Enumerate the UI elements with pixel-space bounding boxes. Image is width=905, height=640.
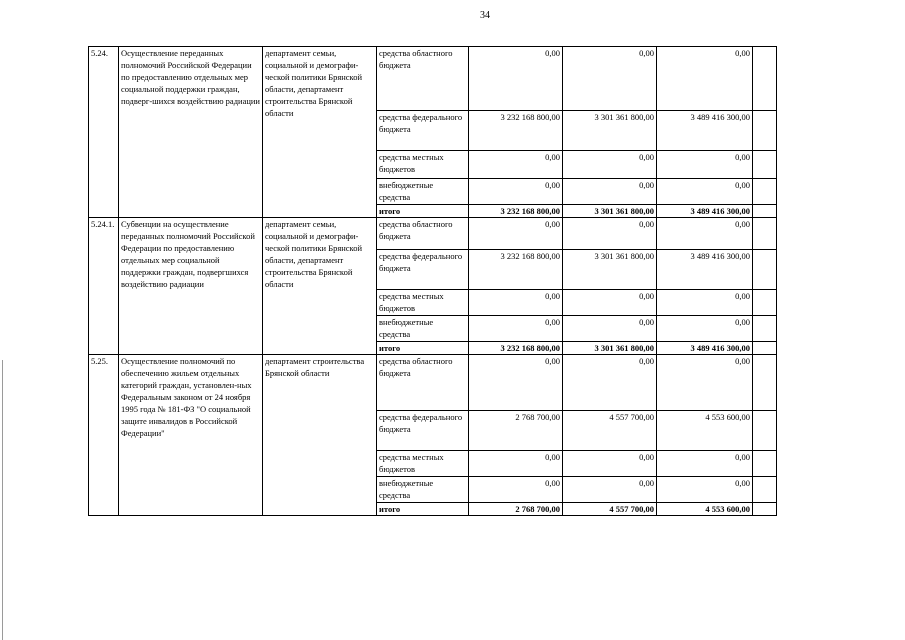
amount-year-2: 0,00: [563, 179, 657, 205]
section-executor: департамент строительства Брянской области: [263, 355, 377, 516]
amount-year-1: 2 768 700,00: [469, 411, 563, 451]
budget-table: [88, 46, 777, 516]
total-year-2: 4 557 700,00: [563, 503, 657, 516]
amount-year-3: 0,00: [657, 316, 753, 342]
blank-cell: [753, 179, 777, 205]
amount-year-2: 0,00: [563, 355, 657, 411]
amount-year-3: 0,00: [657, 179, 753, 205]
amount-year-1: 0,00: [469, 477, 563, 503]
funding-source: средства областного бюджета: [377, 355, 469, 411]
blank-cell: [753, 218, 777, 250]
amount-year-3: 0,00: [657, 451, 753, 477]
total-year-3: 4 553 600,00: [657, 503, 753, 516]
section-executor: департамент семьи, социальной и демографи-ческой политики Брянской области, департамент строительства Брянской области: [263, 218, 377, 355]
table-row: [89, 218, 777, 250]
blank-cell: [753, 47, 777, 111]
amount-year-1: 3 232 168 800,00: [469, 250, 563, 290]
section-name: Субвенции на осуществление переданных полномочий Российской Федерации по предоставлению отдельных мер социальной поддержки граждан, подвергшихся воздействию радиации: [119, 218, 263, 355]
table-row: [89, 355, 777, 411]
total-year-1: 3 232 168 800,00: [469, 205, 563, 218]
funding-source: средства федерального бюджета: [377, 411, 469, 451]
amount-year-1: 0,00: [469, 218, 563, 250]
amount-year-1: 0,00: [469, 316, 563, 342]
section-code: 5.24.1.: [89, 218, 119, 355]
amount-year-3: 0,00: [657, 218, 753, 250]
amount-year-2: 0,00: [563, 47, 657, 111]
amount-year-2: 0,00: [563, 151, 657, 179]
amount-year-1: 0,00: [469, 355, 563, 411]
amount-year-2: 0,00: [563, 218, 657, 250]
amount-year-1: 0,00: [469, 290, 563, 316]
blank-cell: [753, 111, 777, 151]
funding-source: средства федерального бюджета: [377, 250, 469, 290]
blank-cell: [753, 290, 777, 316]
blank-cell: [753, 151, 777, 179]
total-year-1: 2 768 700,00: [469, 503, 563, 516]
amount-year-3: 3 489 416 300,00: [657, 111, 753, 151]
section-name: Осуществление полномочий по обеспечению жильем отдельных категорий граждан, установлен-ных Федеральным законом от 24 ноября 1995 года № 181-ФЗ "О социальной защите инвалидов в Российской Федерации": [119, 355, 263, 516]
blank-cell: [753, 342, 777, 355]
funding-source: внебюджетные средства: [377, 179, 469, 205]
scan-margin-line: [2, 360, 3, 640]
blank-cell: [753, 477, 777, 503]
amount-year-3: 4 553 600,00: [657, 411, 753, 451]
blank-cell: [753, 451, 777, 477]
blank-cell: [753, 355, 777, 411]
funding-source: средства местных бюджетов: [377, 151, 469, 179]
amount-year-2: 4 557 700,00: [563, 411, 657, 451]
page-number: 34: [480, 10, 490, 21]
total-year-3: 3 489 416 300,00: [657, 342, 753, 355]
amount-year-2: 0,00: [563, 477, 657, 503]
total-year-3: 3 489 416 300,00: [657, 205, 753, 218]
blank-cell: [753, 250, 777, 290]
blank-cell: [753, 205, 777, 218]
funding-source: внебюджетные средства: [377, 316, 469, 342]
amount-year-2: 3 301 361 800,00: [563, 111, 657, 151]
blank-cell: [753, 503, 777, 516]
blank-cell: [753, 316, 777, 342]
funding-source: внебюджетные средства: [377, 477, 469, 503]
section-name: Осуществление переданных полномочий Российской Федерации по предоставлению отдельных мер социальной поддержки граждан, подверг-шихся воздействию радиации: [119, 47, 263, 218]
amount-year-3: 0,00: [657, 355, 753, 411]
total-label: итого: [377, 503, 469, 516]
amount-year-2: 0,00: [563, 290, 657, 316]
amount-year-1: 0,00: [469, 179, 563, 205]
funding-source: средства местных бюджетов: [377, 451, 469, 477]
amount-year-3: 3 489 416 300,00: [657, 250, 753, 290]
amount-year-1: 0,00: [469, 451, 563, 477]
funding-source: средства федерального бюджета: [377, 111, 469, 151]
amount-year-1: 3 232 168 800,00: [469, 111, 563, 151]
amount-year-3: 0,00: [657, 477, 753, 503]
amount-year-1: 0,00: [469, 47, 563, 111]
section-code: 5.25.: [89, 355, 119, 516]
funding-source: средства областного бюджета: [377, 218, 469, 250]
section-code: 5.24.: [89, 47, 119, 218]
blank-cell: [753, 411, 777, 451]
amount-year-1: 0,00: [469, 151, 563, 179]
table-row: [89, 47, 777, 111]
total-year-2: 3 301 361 800,00: [563, 342, 657, 355]
total-year-2: 3 301 361 800,00: [563, 205, 657, 218]
funding-source: средства местных бюджетов: [377, 290, 469, 316]
amount-year-2: 3 301 361 800,00: [563, 250, 657, 290]
total-label: итого: [377, 205, 469, 218]
amount-year-3: 0,00: [657, 47, 753, 111]
amount-year-3: 0,00: [657, 151, 753, 179]
amount-year-2: 0,00: [563, 451, 657, 477]
amount-year-2: 0,00: [563, 316, 657, 342]
total-label: итого: [377, 342, 469, 355]
amount-year-3: 0,00: [657, 290, 753, 316]
section-executor: департамент семьи, социальной и демографи-ческой политики Брянской области, департамент строительства Брянской области: [263, 47, 377, 218]
funding-source: средства областного бюджета: [377, 47, 469, 111]
total-year-1: 3 232 168 800,00: [469, 342, 563, 355]
